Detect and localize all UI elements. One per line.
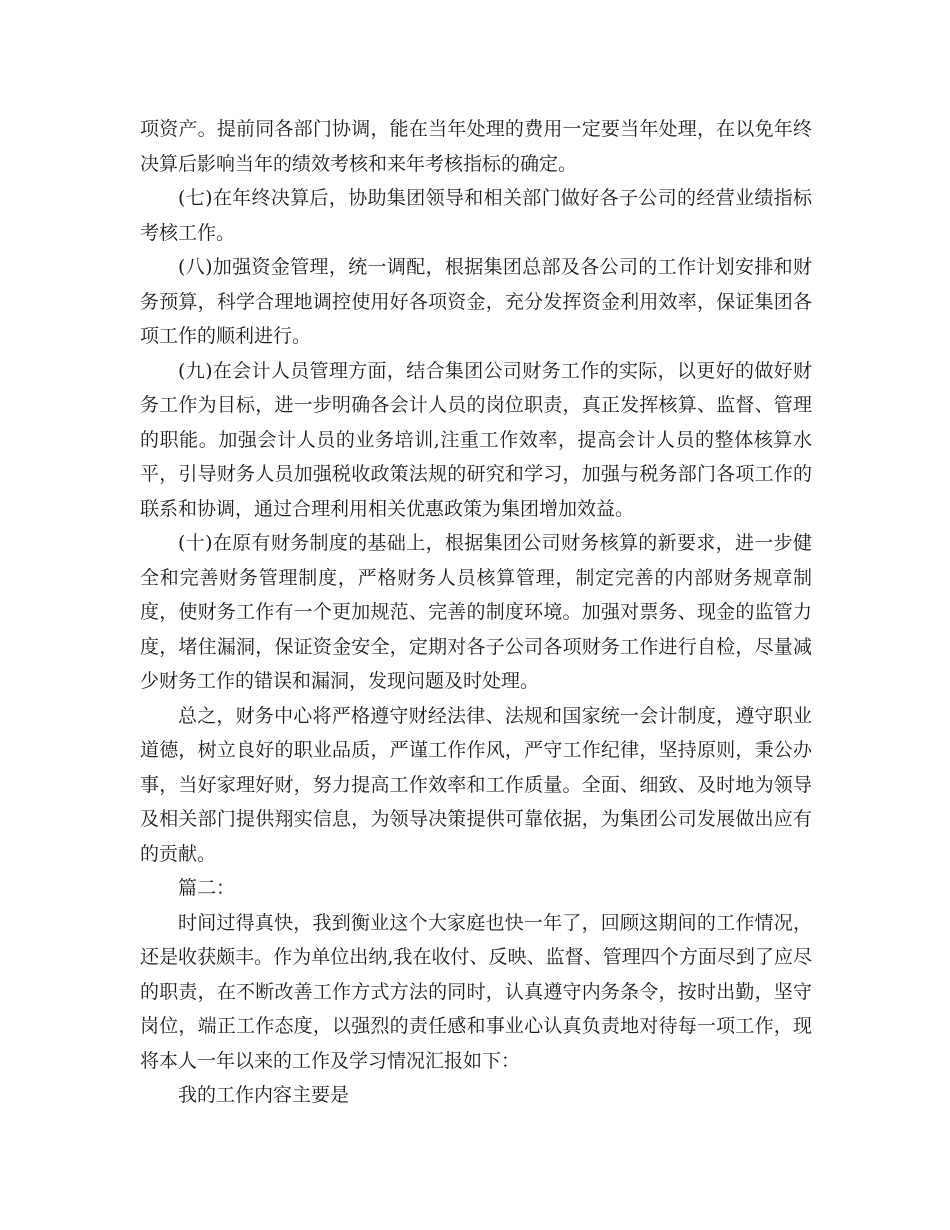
document-body: [140, 112, 812, 1113]
paragraph-item-7: (七)在年终决算后，协助集团领导和相关部门做好各子公司的经营业绩指标考核工作。: [140, 187, 812, 244]
paragraph-item-9: (九)在会计人员管理方面，结合集团公司财务工作的实际，以更好的做好财务工作为目标，进一步明确各会计人员的岗位职责，真正发挥核算、监督、管理的职能。加强会计人员的业务培训,注重工作效率，提高会计人员的整体核算水平，引导财务人员加强税收政策法规的研究和学习，加强与税务部门各项工作的联系和协调，通过合理利用相关优惠政策为集团增加效益。: [140, 359, 812, 520]
paragraph-continuation: 项资产。提前同各部门协调，能在当年处理的费用一定要当年处理，在以免年终决算后影响当年的绩效考核和来年考核指标的确定。: [140, 118, 812, 175]
paragraph-summary: 总之，财务中心将严格遵守财经法律、法规和国家统一会计制度，遵守职业道德，树立良好的职业品质，严谨工作作风，严守工作纪律，坚持原则，秉公办事，当好家理好财，努力提高工作效率和工作质量。全面、细致、及时地为领导及相关部门提供翔实信息，为领导决策提供可靠依据，为集团公司发展做出应有的贡献。: [140, 704, 812, 865]
paragraph-intro: 时间过得真快，我到衡业这个大家庭也快一年了，回顾这期间的工作情况，还是收获颇丰。作为单位出纳,我在收付、反映、监督、管理四个方面尽到了应尽的职责，在不断改善工作方式方法的同时，认真遵守内务条令，按时出勤，坚守岗位，端正工作态度，以强烈的责任感和事业心认真负责地对待每一项工作，现将本人一年以来的工作及学习情况汇报如下：: [140, 911, 812, 1072]
paragraph-item-10: (十)在原有财务制度的基础上，根据集团公司财务核算的新要求，进一步健全和完善财务管理制度，严格财务人员核算管理，制定完善的内部财务规章制度，使财务工作有一个更加规范、完善的制度环境。加强对票务、现金的监管力度，堵住漏洞，保证资金安全，定期对各子公司各项财务工作进行自检，尽量减少财务工作的错误和漏洞，发现问题及时处理。: [140, 532, 812, 692]
section-heading: 篇二：: [178, 877, 236, 899]
paragraph-work-content: 我的工作内容主要是: [178, 1084, 350, 1106]
paragraph-item-8: (八)加强资金管理，统一调配，根据集团总部及各公司的工作计划安排和财务预算，科学合理地调控使用好各项资金，充分发挥资金利用效率，保证集团各项工作的顺利进行。: [140, 256, 812, 347]
